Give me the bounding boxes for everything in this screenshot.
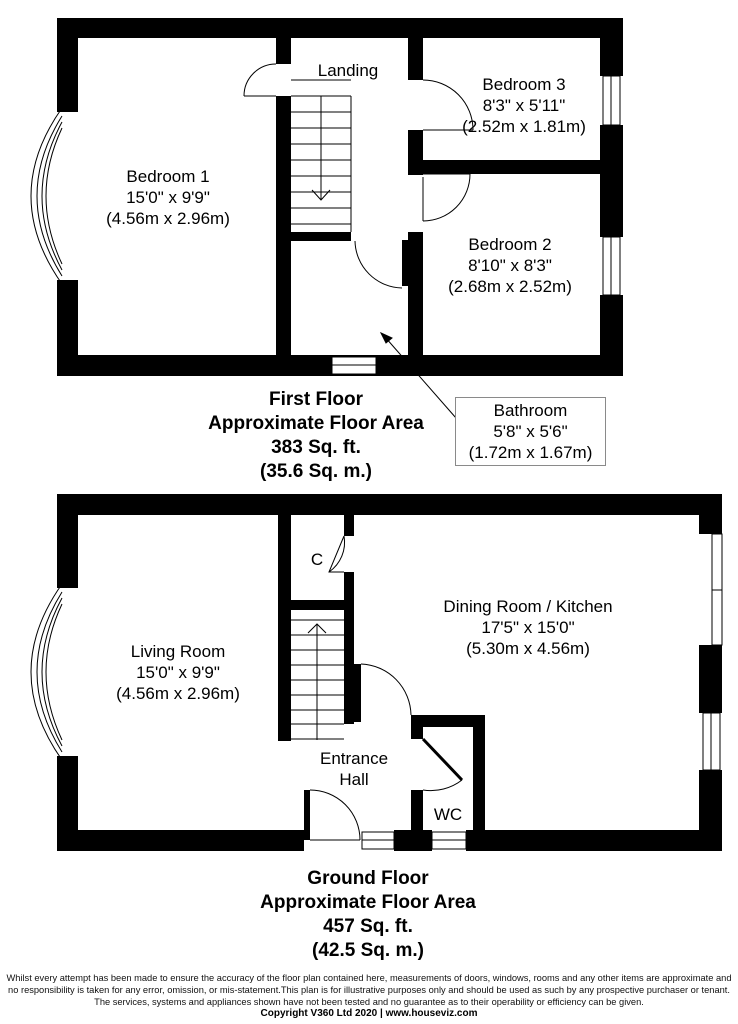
disclaimer-line: no responsibility is taken for any error, omission, or mis-statement.This plan is for illustrative purposes only and should be used as such by any prospective purchaser or tenant. bbox=[8, 985, 730, 995]
room-size-imperial: 8'3" x 5'11" bbox=[482, 96, 566, 115]
ff-stairs bbox=[291, 80, 351, 232]
room-size-metric: (2.68m x 2.52m) bbox=[448, 277, 572, 296]
room-size-metric: (4.56m x 2.96m) bbox=[106, 209, 230, 228]
room-name-line2: Hall bbox=[339, 770, 369, 789]
room-name: Bathroom bbox=[493, 401, 568, 420]
room-label-cupboard bbox=[311, 549, 323, 570]
room-name-line1: Entrance bbox=[319, 749, 389, 768]
room-label-wc bbox=[434, 804, 462, 825]
room-size-metric: (2.52m x 1.81m) bbox=[462, 117, 586, 136]
room-size-imperial: 15'0" x 9'9" bbox=[126, 188, 210, 207]
ff-bath-door-jamb bbox=[402, 240, 408, 286]
ff-bed1-wall bbox=[276, 96, 291, 355]
ground-floor-area-label: Approximate Floor Area bbox=[260, 892, 476, 913]
room-label-bedroom-2 bbox=[448, 234, 572, 297]
room-size-metric: (5.30m x 4.56m) bbox=[466, 639, 590, 658]
ff-bay-pier-top bbox=[57, 100, 78, 112]
gf-bottom-wall-mid bbox=[394, 830, 432, 851]
room-size-metric: (1.72m x 1.67m) bbox=[468, 443, 593, 462]
ff-bed2-left-wall bbox=[408, 232, 423, 355]
room-name: Bedroom 2 bbox=[468, 235, 552, 254]
ff-bay-window bbox=[31, 108, 62, 284]
ff-right-wall-3 bbox=[600, 295, 623, 376]
disclaimer bbox=[0, 972, 738, 1008]
gf-front-door bbox=[304, 790, 310, 840]
room-name: C bbox=[310, 550, 324, 569]
ground-floor-area-sqft: 457 Sq. ft. bbox=[323, 916, 413, 937]
room-name: Bedroom 1 bbox=[126, 167, 210, 186]
gf-left-wall-upper bbox=[57, 494, 78, 586]
room-label-bedroom-3 bbox=[462, 74, 586, 137]
first-floor-area-label: Approximate Floor Area bbox=[208, 413, 424, 434]
disclaimer-line: The services, systems and appliances shown have not been tested and no guarantee as to their operability or efficiency can be given. bbox=[94, 997, 644, 1007]
ground-floor-title: Ground Floor bbox=[307, 868, 429, 889]
room-label-living-room bbox=[116, 641, 240, 704]
gf-bay-pier-top bbox=[57, 576, 78, 588]
room-size-metric: (4.56m x 2.96m) bbox=[116, 684, 240, 703]
gf-wc-left-wall bbox=[411, 790, 423, 830]
room-name: Bedroom 3 bbox=[482, 75, 566, 94]
gf-cupboard-wall-top bbox=[344, 515, 354, 536]
room-size-imperial: 15'0" x 9'9" bbox=[136, 663, 220, 682]
ff-top-wall bbox=[57, 18, 623, 38]
ff-bath-top-wall bbox=[291, 232, 351, 241]
room-label-entrance-hall bbox=[320, 748, 388, 790]
room-size-imperial: 8'10" x 8'3" bbox=[468, 256, 552, 275]
gf-bay-pier-bottom bbox=[57, 756, 78, 766]
room-name: Landing bbox=[317, 61, 379, 80]
first-floor-area-sqft: 383 Sq. ft. bbox=[271, 437, 361, 458]
gf-top-wall bbox=[57, 494, 722, 515]
gf-living-wall bbox=[278, 515, 291, 741]
room-label-bedroom-1 bbox=[106, 166, 230, 229]
room-name: WC bbox=[433, 805, 463, 824]
ff-bed3-left-wall-top bbox=[408, 38, 423, 80]
room-label-landing bbox=[318, 60, 379, 81]
copyright: Copyright V360 Ltd 2020 | www.houseviz.com bbox=[260, 1008, 478, 1019]
gf-right-wall-3 bbox=[699, 770, 722, 851]
first-floor-title: First Floor bbox=[269, 389, 363, 410]
gf-stair-wall bbox=[344, 572, 354, 724]
gf-bottom-wall-right bbox=[466, 830, 722, 851]
ff-bed1-wall-top bbox=[276, 38, 291, 64]
ff-left-wall-upper bbox=[57, 18, 78, 110]
first-floor-area-sqm: (35.6 Sq. m.) bbox=[260, 461, 372, 482]
disclaimer-line: Whilst every attempt has been made to ensure the accuracy of the floor plan contained here, measurements of doors, windows, rooms and any other items are approximate and bbox=[6, 973, 732, 983]
gf-door-jamb bbox=[354, 664, 361, 722]
ff-bay-pier-bottom bbox=[57, 280, 78, 290]
gf-stairs bbox=[291, 620, 344, 740]
ff-bed3-bottom-wall bbox=[423, 160, 600, 174]
room-name: Living Room bbox=[130, 642, 226, 661]
room-size-imperial: 5'8" x 5'6" bbox=[493, 422, 568, 441]
ff-right-wall-2 bbox=[600, 125, 623, 237]
room-size-imperial: 17'5" x 15'0" bbox=[481, 618, 575, 637]
gf-doors bbox=[310, 536, 462, 840]
room-label-dining-kitchen bbox=[443, 596, 612, 659]
gf-wc-left-wall-top bbox=[411, 715, 423, 739]
bathroom-callout bbox=[455, 397, 606, 466]
ground-floor-title-block bbox=[260, 867, 476, 963]
gf-bay-window bbox=[31, 584, 62, 760]
first-floor-title-block bbox=[208, 388, 424, 484]
gf-right-wall-1 bbox=[699, 494, 722, 534]
gf-right-wall-2 bbox=[699, 645, 722, 713]
ground-floor-area-sqm: (42.5 Sq. m.) bbox=[312, 940, 424, 961]
room-name: Dining Room / Kitchen bbox=[443, 597, 613, 616]
gf-bottom-wall-left bbox=[57, 830, 304, 851]
ff-bed3-left-wall bbox=[408, 130, 423, 175]
gf-wc-right-wall bbox=[473, 715, 485, 830]
ff-right-wall-1 bbox=[600, 18, 623, 76]
